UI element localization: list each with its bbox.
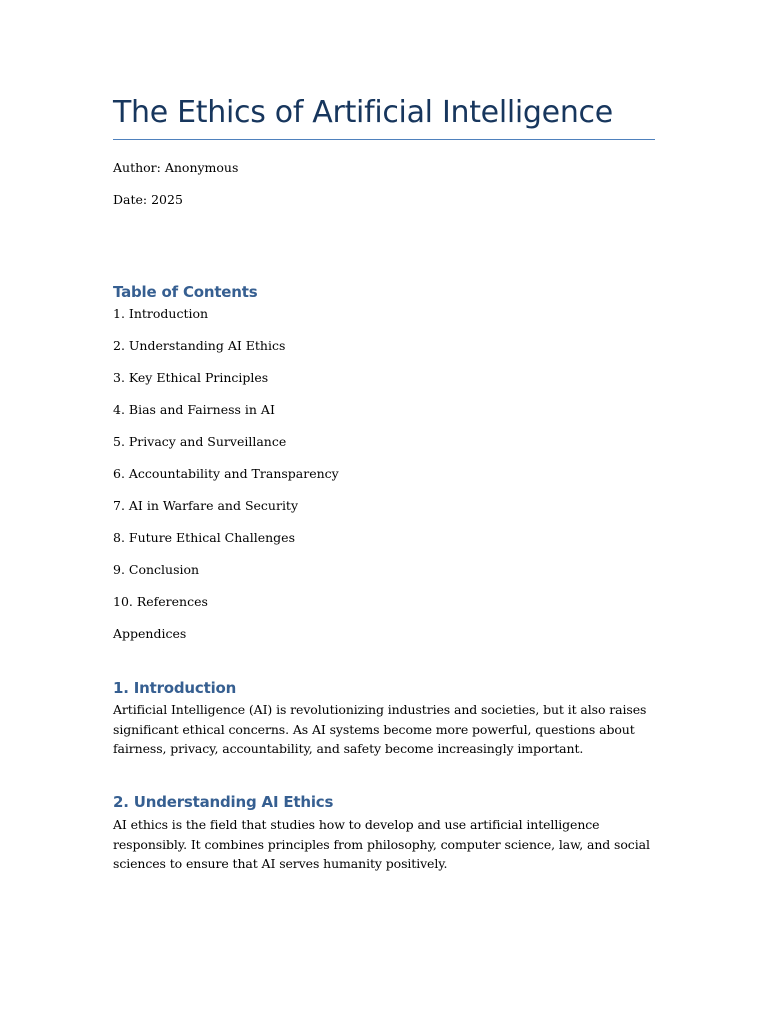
document-date: Date: 2025 bbox=[113, 192, 183, 207]
section-heading-understanding-ai-ethics: 2. Understanding AI Ethics bbox=[113, 793, 334, 811]
toc-item: 4. Bias and Fairness in AI bbox=[113, 402, 275, 417]
toc-item: 8. Future Ethical Challenges bbox=[113, 530, 295, 545]
toc-item: 6. Accountability and Transparency bbox=[113, 466, 339, 481]
section-body-introduction: Artificial Intelligence (AI) is revolutionizing industries and societies, but it also raises significant ethical concerns. As AI systems become more powerful, questions about fairness, privacy, accountability, and safety become increasingly important. bbox=[113, 702, 647, 756]
document-title: The Ethics of Artificial Intelligence bbox=[113, 93, 655, 140]
toc-item: 1. Introduction bbox=[113, 306, 209, 321]
toc-item: 7. AI in Warfare and Security bbox=[113, 498, 299, 513]
section-heading-introduction: 1. Introduction bbox=[113, 679, 237, 697]
toc-item: 2. Understanding AI Ethics bbox=[113, 338, 286, 353]
toc-heading: Table of Contents bbox=[113, 283, 258, 301]
toc-item: 5. Privacy and Surveillance bbox=[113, 434, 287, 449]
table-of-contents bbox=[113, 306, 339, 658]
toc-item: 10. References bbox=[113, 594, 208, 609]
document-author: Author: Anonymous bbox=[113, 160, 239, 175]
toc-item: Appendices bbox=[113, 626, 187, 641]
section-body-understanding-ai-ethics: AI ethics is the field that studies how to develop and use artificial intelligence responsibly. It combines principles from philosophy, computer science, law, and social sciences to ensure that AI serves humanity positively. bbox=[113, 817, 650, 871]
toc-item: 3. Key Ethical Principles bbox=[113, 370, 269, 385]
toc-item: 9. Conclusion bbox=[113, 562, 200, 577]
